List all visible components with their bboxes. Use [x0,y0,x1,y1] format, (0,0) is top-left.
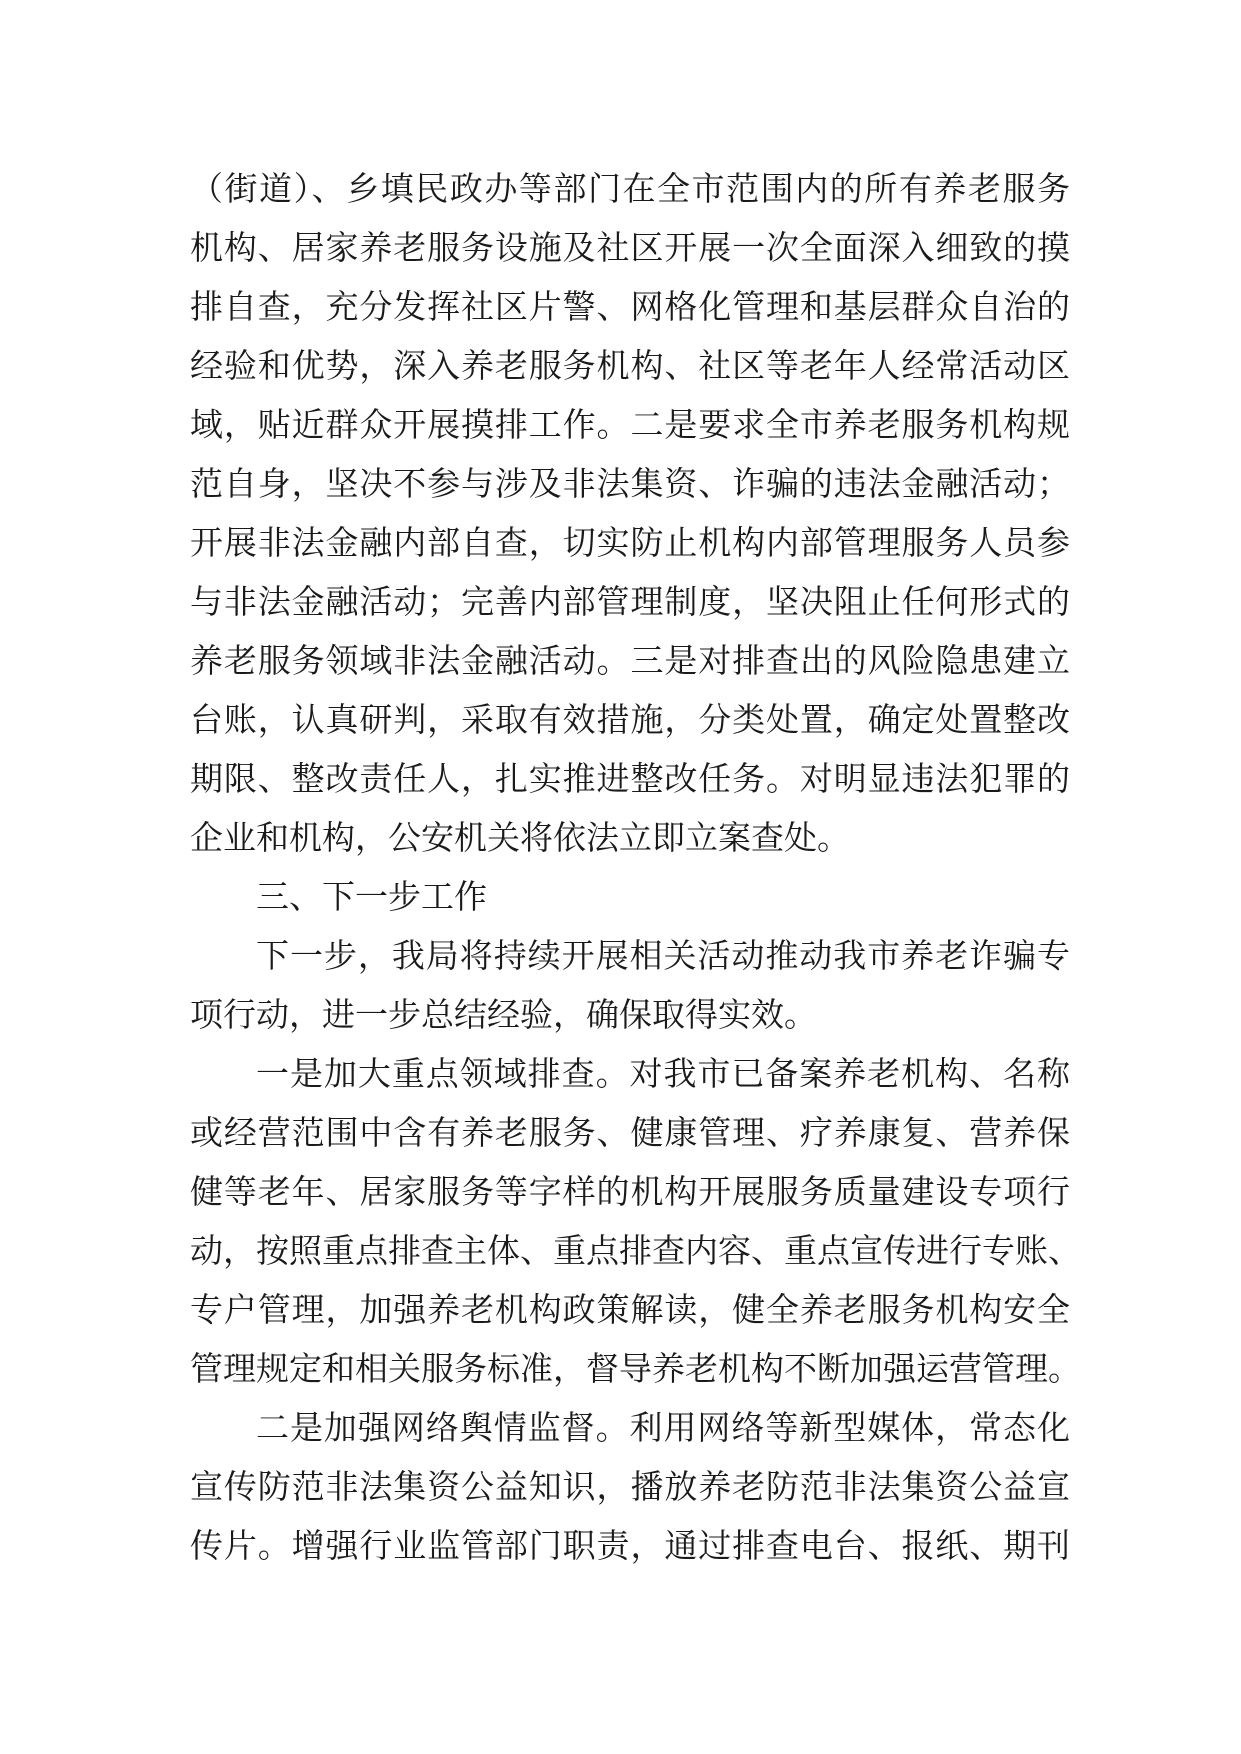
paragraph-2 [190,926,1070,1044]
section-heading [190,867,1070,926]
text-line: 与非法金融活动；完善内部管理制度，坚决阻止任何形式的 [190,582,1070,621]
text-line: 项行动，进一步总结经验，确保取得实效。 [190,995,817,1034]
text-line: 专户管理，加强养老机构政策解读，健全养老服务机构安全 [190,1290,1070,1329]
text-line: 经验和优势，深入养老服务机构、社区等老年人经常活动区 [190,346,1070,385]
text-line: 传片。增强行业监管部门职责，通过排查电台、报纸、期刊 [190,1526,1070,1565]
text-line: 或经营范围中含有养老服务、健康管理、疗养康复、营养保 [190,1113,1070,1152]
text-line: 台账，认真研判，采取有效措施，分类处置，确定处置整改 [190,700,1070,739]
paragraph-1 [190,159,1070,867]
text-line: （街道）、乡填民政办等部门在全市范围内的所有养老服务 [190,169,1070,208]
text-line: 宣传防范非法集资公益知识，播放养老防范非法集资公益宣 [190,1467,1070,1506]
text-line: 一是加大重点领域排查。对我市已备案养老机构、名称 [256,1054,1070,1093]
text-line: 企业和机构，公安机关将依法立即立案查处。 [190,818,850,857]
text-line: 二是加强网络舆情监督。利用网络等新型媒体，常态化 [256,1408,1070,1447]
section-heading-text: 三、下一步工作 [256,877,487,916]
text-line: 管理规定和相关服务标准，督导养老机构不断加强运营管理。 [190,1349,1081,1388]
text-line: 排自查，充分发挥社区片警、网格化管理和基层群众自治的 [190,287,1070,326]
text-line: 开展非法金融内部自查，切实防止机构内部管理服务人员参 [190,523,1070,562]
text-line: 域，贴近群众开展摸排工作。二是要求全市养老服务机构规 [190,405,1070,444]
text-line: 下一步，我局将持续开展相关活动推动我市养老诈骗专 [256,936,1070,975]
paragraph-3 [190,1044,1081,1398]
paragraph-4 [190,1398,1070,1575]
text-line: 范自身，坚决不参与涉及非法集资、诈骗的违法金融活动； [190,464,1070,503]
text-line: 期限、整改责任人，扎实推进整改任务。对明显违法犯罪的 [190,759,1070,798]
text-line: 养老服务领域非法金融活动。三是对排查出的风险隐患建立 [190,641,1070,680]
text-line: 机构、居家养老服务设施及社区开展一次全面深入细致的摸 [190,228,1070,267]
document-body [190,159,1081,1575]
text-line: 健等老年、居家服务等字样的机构开展服务质量建设专项行 [190,1172,1070,1211]
text-line: 动，按照重点排查主体、重点排查内容、重点宣传进行专账、 [190,1231,1081,1270]
